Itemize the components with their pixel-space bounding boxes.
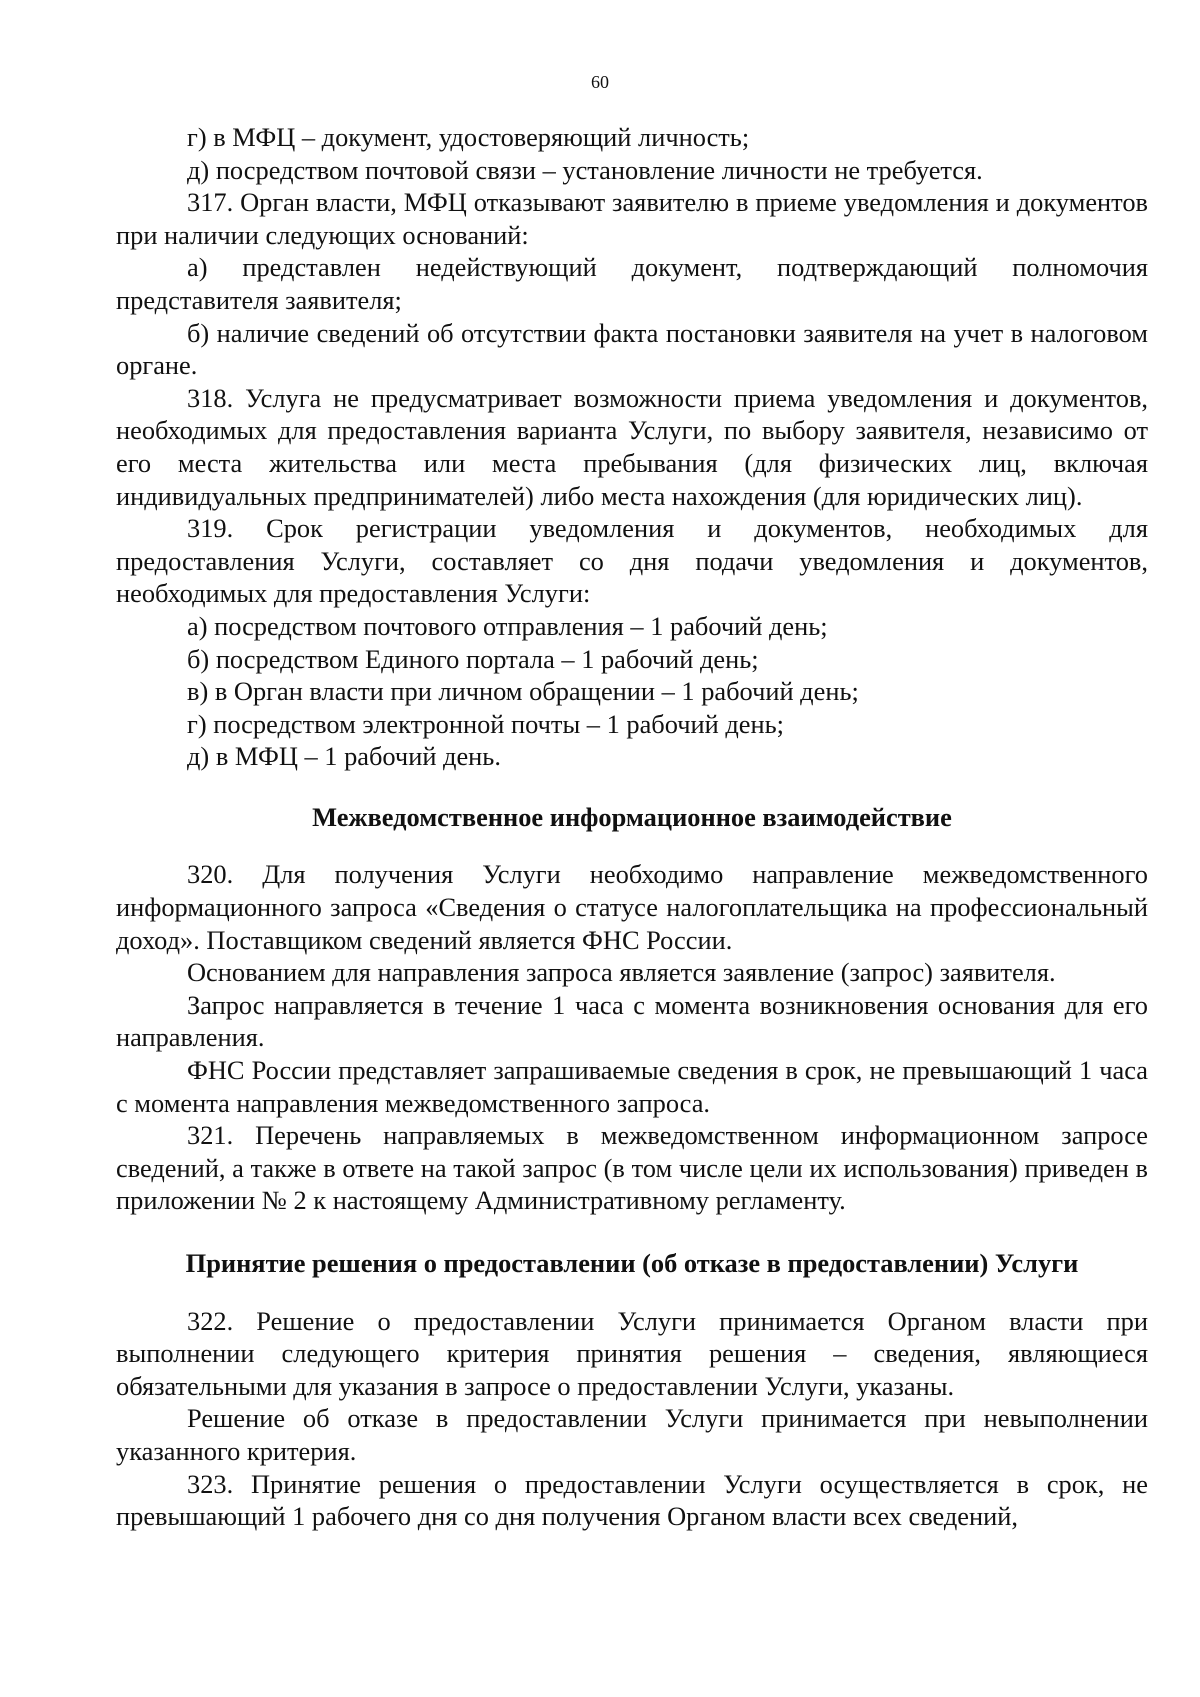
paragraph: Запрос направляется в течение 1 часа с момента возникновения основания для его направления.: [116, 989, 1148, 1053]
spacer: [116, 833, 1148, 858]
section-heading-decision: Принятие решения о предоставлении (об отказе в предоставлении) Услуги: [185, 1248, 1079, 1278]
paragraph: в) в Орган власти при личном обращении – 1 рабочий день;: [187, 676, 859, 707]
paragraph: 319. Срок регистрации уведомления и документов, необходимых для предоставления Услуги, составляет со дня подачи уведомления и документов, необходимых для предоставления Услуги:: [116, 513, 1148, 609]
paragraph: д) в МФЦ – 1 рабочий день.: [187, 741, 501, 772]
paragraph: а) посредством почтового отправления – 1 рабочий день;: [187, 610, 828, 641]
document-body: [116, 121, 1148, 1533]
paragraph: 323. Принятие решения о предоставлении Услуги осуществляется в срок, не превышающий 1 рабочего дня со дня получения Органом власти всех сведений,: [116, 1468, 1148, 1532]
paragraph: Решение об отказе в предоставлении Услуги принимается при невыполнении указанного критерия.: [116, 1403, 1148, 1466]
paragraph: 318. Услуга не предусматривает возможности приема уведомления и документов, необходимых для предоставления варианта Услуги, по выбору заявителя, независимо от его места жительства или места пребывания (для физических лиц, включая индивидуальных предпринимателей) либо места нахождения (для юридических лиц).: [116, 382, 1148, 511]
spacer: [116, 1280, 1148, 1305]
paragraph: д) посредством почтовой связи – установление личности не требуется.: [187, 154, 983, 185]
paragraph: Основанием для направления запроса является заявление (запрос) заявителя.: [187, 957, 1056, 988]
paragraph: б) посредством Единого портала – 1 рабочий день;: [187, 643, 759, 674]
section-heading-interagency: Межведомственное информационное взаимодействие: [312, 801, 952, 832]
paragraph: 322. Решение о предоставлении Услуги принимается Органом власти при выполнении следующего критерия принятия решения – сведения, являющиеся обязательными для указания в запросе о предоставлении Услуги, указаны.: [116, 1305, 1148, 1401]
paragraph: 321. Перечень направляемых в межведомственном информационном запросе сведений, а также в ответе на такой запрос (в том числе цели их использования) приведен в приложении № 2 к настоящему Административному регламенту.: [116, 1120, 1148, 1216]
paragraph: ФНС России представляет запрашиваемые сведения в срок, не превышающий 1 часа с момента направления межведомственного запроса.: [116, 1055, 1148, 1118]
paragraph: 320. Для получения Услуги необходимо направление межведомственного информационного запроса «Сведения о статусе налогоплательщика на профессиональный доход». Поставщиком сведений является ФНС России.: [116, 859, 1148, 955]
paragraph: а) представлен недействующий документ, подтверждающий полномочия представителя заявителя;: [116, 252, 1148, 315]
page-number: 60: [591, 72, 609, 92]
spacer: [116, 773, 1148, 801]
paragraph: г) посредством электронной почты – 1 рабочий день;: [187, 708, 784, 739]
paragraph: 317. Орган власти, МФЦ отказывают заявителю в приеме уведомления и документов при наличии следующих оснований:: [116, 187, 1148, 250]
paragraph: б) наличие сведений об отсутствии факта постановки заявителя на учет в налоговом органе.: [116, 317, 1148, 381]
spacer: [116, 1217, 1148, 1247]
paragraph: г) в МФЦ – документ, удостоверяющий личность;: [187, 122, 750, 152]
